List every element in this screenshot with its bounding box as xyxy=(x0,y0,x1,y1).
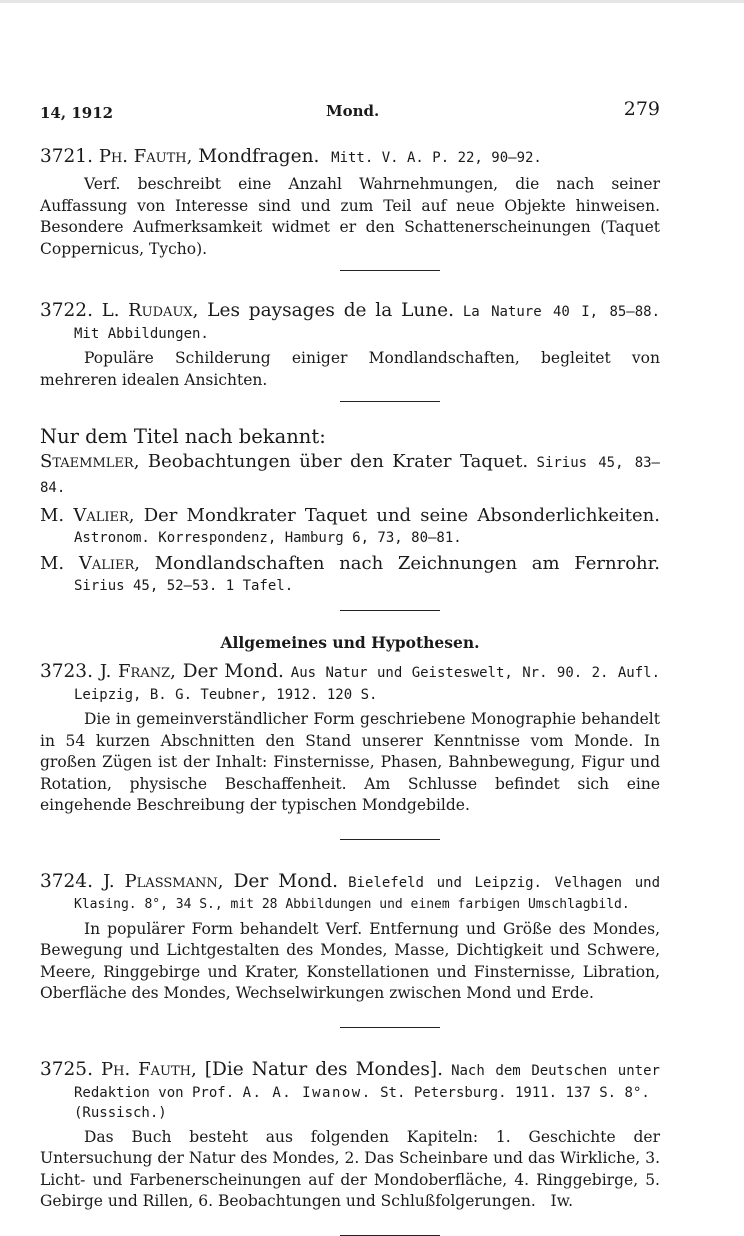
entry-author: J. Plassmann, xyxy=(103,870,224,892)
reviewer-signature: Iw. xyxy=(550,1192,574,1210)
entry-title: Les paysages de la Lune. xyxy=(207,300,455,321)
entry-author: J. Franz, xyxy=(99,661,176,682)
entry-3721 xyxy=(40,145,660,271)
entry-number: 3723. xyxy=(40,661,93,682)
entry-title: Der Mondkrater Taquet und seine Absonderlichkeiten. xyxy=(143,505,661,526)
entry-source-cont: Mit Abbildungen. xyxy=(74,326,209,342)
entry-number: 3722. xyxy=(40,300,93,321)
entry-title: Der Mond. xyxy=(182,661,284,682)
entry-abstract: Verf. beschreibt eine Anzahl Wahrnehmungen, die nach seiner Auffassung von Interesse sind und zum Teil auf neue Objekte hinweisen. Besondere Aufmerksamkeit widmet er den Schattenerscheinungen (Taquet Coppernicus, Tycho). xyxy=(40,175,660,258)
entry-author: M. Valier, xyxy=(40,553,141,574)
separator-rule xyxy=(340,610,440,611)
header-volume-year: 14, 1912 xyxy=(40,104,114,122)
running-header xyxy=(40,98,660,124)
titles-only-heading: Nur dem Titel nach bekannt: xyxy=(40,425,326,448)
entry-abstract: Die in gemeinverständlicher Form geschriebene Monographie behandelt in 54 kurzen Abschnitten den Stand unserer Kenntnisse vom Monde. In großen Zügen ist der Inhalt: Finsternisse, Phasen, Bahnbewegung, Figur und Rotation, physische Beschaffenheit. Am Schlusse befindet sich eine eingehende Beschreibung der typischen Mondgebilde. xyxy=(40,710,660,814)
titles-only-row-1 xyxy=(40,450,660,500)
entry-number: 3724. xyxy=(40,870,93,892)
editor-name: A. A. Iwanow. xyxy=(242,1084,372,1101)
entry-3723 xyxy=(40,660,660,840)
entry-source-cont: Leipzig, B. G. Teubner, 1912. 120 S. xyxy=(74,687,378,703)
entry-source: Mitt. V. A. P. 22, 90—92. xyxy=(331,150,542,166)
header-section-title: Mond. xyxy=(326,102,380,120)
page-number: 279 xyxy=(623,98,660,120)
entry-source-cont xyxy=(40,1083,660,1103)
entry-heading xyxy=(40,145,660,170)
entry-abstract: Populäre Schilderung einiger Mondlandschaften, begleitet von mehreren idealen Ansichten. xyxy=(40,349,660,389)
entry-number: 3721. xyxy=(40,146,93,167)
entry-author: L. Rudaux, xyxy=(101,300,199,321)
entry-source: Sirius 45, 83—84. xyxy=(40,455,660,496)
entry-abstract xyxy=(40,1127,660,1213)
separator-rule xyxy=(340,1235,440,1236)
entry-source: La Nature 40 I, 85—88. xyxy=(462,304,661,320)
entry-heading xyxy=(40,870,660,895)
entry-language: (Russisch.) xyxy=(74,1104,167,1121)
separator-rule xyxy=(340,839,440,840)
separator-rule xyxy=(340,270,440,271)
editor-prefix: Redaktion von Prof. xyxy=(74,1084,235,1101)
titles-only-row-2 xyxy=(40,504,660,528)
entry-source-cont: Klasing. 8°, 34 S., mit 28 Abbildungen und einem farbigen Umschlagbild. xyxy=(74,896,630,912)
titles-only-row-3 xyxy=(40,552,660,576)
entry-abstract: In populärer Form behandelt Verf. Entfernung und Größe des Mondes, Bewegung und Lichtgestalten des Mondes, Masse, Dichtigkeit und Schwere, Meere, Ringgebirge und Krater, Konstellationen und Finsternisse, Libration, Oberfläche des Mondes, Wechselwirkungen zwischen Mond und Erde. xyxy=(40,919,660,1002)
scan-edge xyxy=(0,0,744,3)
entry-heading xyxy=(40,299,660,324)
entry-heading xyxy=(40,660,660,685)
entry-title: Der Mond. xyxy=(233,870,339,892)
publication-place: St. Petersburg. 1911. 137 S. 8°. xyxy=(380,1084,650,1101)
separator-rule xyxy=(340,401,440,402)
entry-source: Bielefeld und Leipzig. Velhagen und xyxy=(348,874,660,891)
entry-3724 xyxy=(40,870,660,1028)
section-heading: Allgemeines und Hypothesen. xyxy=(220,633,480,652)
page-body xyxy=(40,145,660,1236)
entry-source: Nach dem Deutschen unter xyxy=(451,1062,660,1079)
abstract-text: Das Buch besteht aus folgenden Kapiteln: 1. Geschichte der Untersuchung der Natur des Mondes, 2. Das Scheinbare und das Wirkliche, 3. Licht- und Farbenerscheinungen auf der Mondoberfläche, 4. Ringgebirge, 5. Gebirge und Rillen, 6. Beobachtungen und Schlußfolgerungen. xyxy=(40,1127,660,1210)
entry-source: Aus Natur und Geisteswelt, Nr. 90. 2. Aufl. xyxy=(290,665,660,681)
entry-title: Mondlandschaften nach Zeichnungen am Fernrohr. xyxy=(154,553,660,574)
entry-title: Beobachtungen über den Krater Taquet. xyxy=(147,451,529,472)
entry-3722 xyxy=(40,299,660,402)
entry-heading xyxy=(40,1058,660,1083)
entry-source: Astronom. Korrespondenz, Hamburg 6, 73, 80—81. xyxy=(74,530,462,546)
entry-number: 3725. xyxy=(40,1058,93,1080)
entry-author: Ph. Fauth, xyxy=(101,1058,197,1080)
entry-title: [Die Natur des Mondes]. xyxy=(204,1058,443,1080)
entry-3725 xyxy=(40,1058,660,1236)
entry-author: Ph. Fauth, xyxy=(98,146,193,167)
titles-only-block xyxy=(40,424,660,611)
entry-author: Staemmler, xyxy=(40,451,140,472)
separator-rule xyxy=(340,1027,440,1028)
entry-title: Mondfragen. xyxy=(198,146,320,167)
entry-source: Sirius 45, 52—53. 1 Tafel. xyxy=(74,578,294,594)
entry-author: M. Valier, xyxy=(40,505,135,526)
